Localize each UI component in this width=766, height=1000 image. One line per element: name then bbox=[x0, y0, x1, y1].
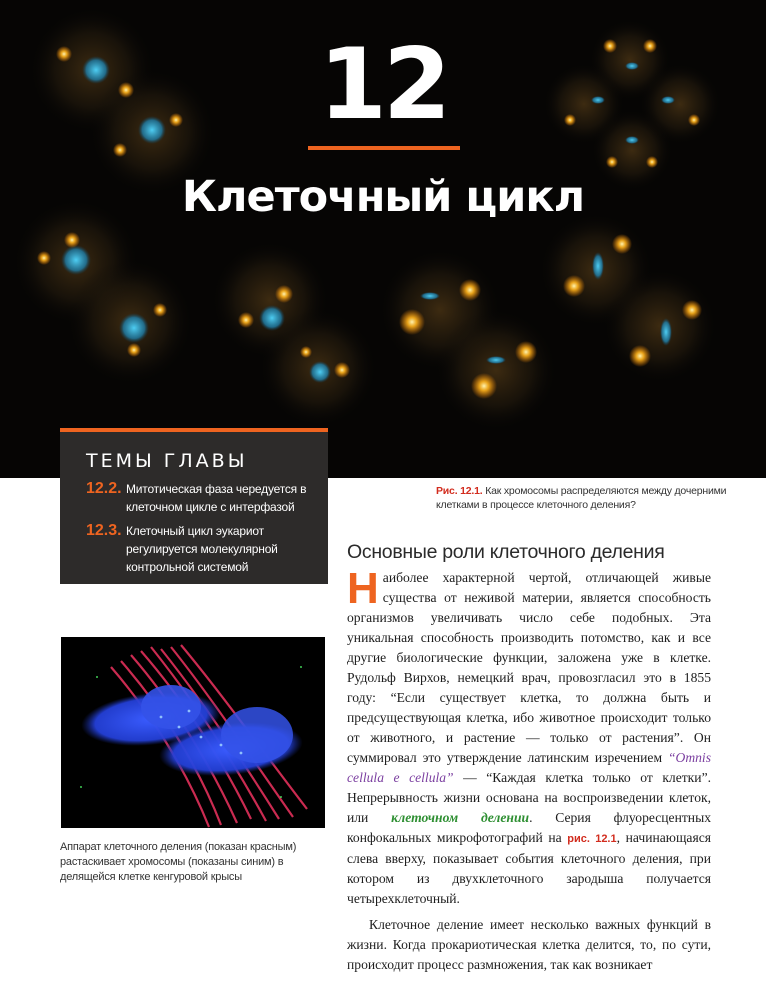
topic-text: Митотическая фаза чередуется в клеточном цикле с интерфазой bbox=[126, 482, 307, 514]
key-term: клеточном делении bbox=[391, 810, 530, 825]
figure-label: Рис. 12.1. bbox=[436, 485, 483, 497]
paragraph bbox=[347, 564, 712, 909]
micrograph-image bbox=[61, 637, 325, 828]
drop-cap: Н bbox=[347, 564, 379, 613]
text-run: . Серия флуоресцентных конфокальных микрофотографий на bbox=[347, 810, 712, 845]
topic-text: Клеточный цикл эукариот регулируется молекулярной контрольной системой bbox=[126, 524, 278, 574]
figure-caption-text: Как хромосомы распределяются между дочерними клетками в процессе клеточного деления? bbox=[436, 485, 727, 511]
chapter-hero-image bbox=[0, 0, 766, 478]
topic-number: 12.2. bbox=[86, 480, 122, 497]
chapter-topics-box bbox=[60, 428, 328, 584]
latin-phrase: “Omnis cellula e cellula” bbox=[347, 750, 711, 785]
figure-reference-link[interactable]: рис. 12.1 bbox=[567, 833, 617, 845]
body-text bbox=[347, 564, 712, 975]
topics-heading: ТЕМЫ ГЛАВЫ bbox=[86, 450, 248, 472]
paragraph: Клеточное деление имеет несколько важных функций в жизни. Когда прокариотическая клетка делится, то, по сути, происходит процесс размножения, так как возникает bbox=[347, 917, 711, 972]
micrograph-caption: Аппарат клеточного деления (показан красным) растаскивает хромосомы (показаны синим) в делящейся клетке кенгуровой крысы bbox=[60, 841, 297, 883]
text-run: , начинающаяся слева вверху, показывает события клеточного деления, при котором из двухклеточного зародыша получается четырехклеточный. bbox=[347, 830, 711, 906]
chapter-title: Клеточный цикл bbox=[181, 172, 585, 222]
chapter-number: 12 bbox=[318, 28, 448, 142]
title-divider bbox=[308, 146, 460, 150]
text-run: аиболее характерной чертой, отличающей живые существа от неживой материи, является способность организмов увеличивать число себе подобных. Эта уникальная способность производить потомство, как и все другие биологические функции, заложена уже в клетке. Рудольф Вирхов, немецкий врач, провозгласил это в 1855 году: “Если существует клетка, то должна быть и предсуществующая клетка, ибо животное происходит только от животного, и растение — только от растения”. Он суммировал это утверждение латинским изречением bbox=[347, 570, 711, 765]
topic-number: 12.3. bbox=[86, 522, 122, 539]
section-heading: Основные роли клеточного деления bbox=[347, 541, 665, 563]
spindle-micrograph-illustration bbox=[61, 637, 325, 828]
text-run: — “Каждая клетка только от клетки”. Непрерывность жизни основана на воспроизведении клеток, или bbox=[347, 770, 711, 825]
topic-item[interactable] bbox=[86, 480, 316, 516]
topic-item[interactable] bbox=[86, 522, 316, 576]
figure-caption bbox=[436, 484, 736, 512]
